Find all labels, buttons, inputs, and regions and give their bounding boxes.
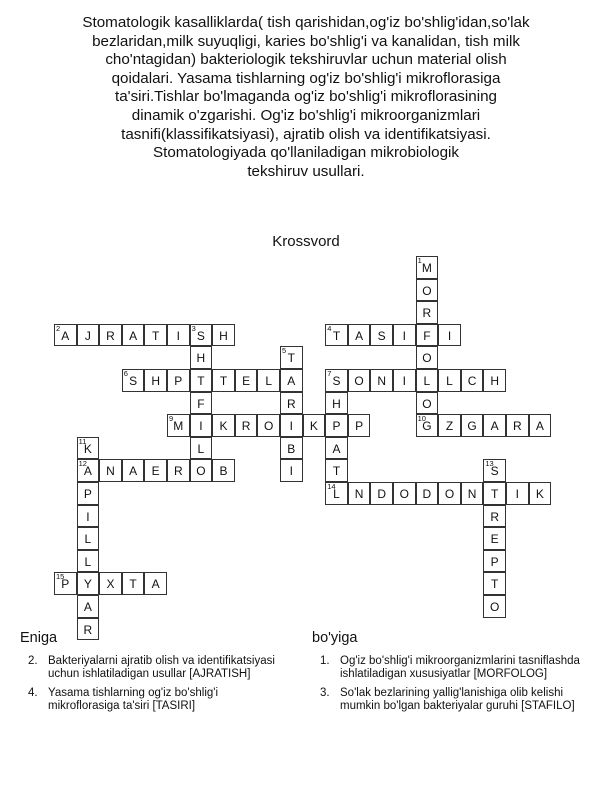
cell-letter: P <box>490 554 499 569</box>
cell-letter: Y <box>83 577 92 592</box>
crossword-cell[interactable] <box>257 414 280 437</box>
cell-letter: R <box>490 509 500 524</box>
crossword-cell[interactable] <box>370 482 393 505</box>
crossword-cell[interactable] <box>190 369 213 392</box>
cell-letter: A <box>332 441 341 456</box>
cell-letter: H <box>196 351 206 366</box>
cell-letter: L <box>333 487 340 501</box>
cell-letter: O <box>264 419 274 434</box>
crossword-cell[interactable] <box>280 369 303 392</box>
cell-letter: T <box>219 374 228 388</box>
cell-letter: H <box>219 328 228 343</box>
cell-letter: S <box>490 464 499 479</box>
cell-letter: B <box>219 464 228 479</box>
cell-letter: R <box>286 396 296 411</box>
crossword-cell[interactable] <box>54 572 77 595</box>
cell-letter: I <box>86 509 90 524</box>
cell-letter: T <box>491 577 499 592</box>
crossword-cell[interactable] <box>506 482 529 505</box>
crossword-cell[interactable] <box>77 324 100 347</box>
cell-letter: O <box>354 374 364 388</box>
crossword-cell[interactable] <box>77 527 100 550</box>
cell-letter: O <box>196 464 206 479</box>
cell-letter: E <box>490 532 499 547</box>
crossword-cell[interactable] <box>483 572 506 595</box>
title-line: Stomatologik kasalliklarda( tish qarishidan,og'iz bo'shlig'idan,so'lak <box>82 14 530 31</box>
cell-letter: G <box>422 419 432 434</box>
cell-letter: R <box>512 419 522 434</box>
crossword-cell[interactable] <box>325 369 348 392</box>
crossword-cell[interactable] <box>303 414 326 437</box>
across-heading: Eniga <box>20 630 58 646</box>
cell-letter: N <box>377 374 387 388</box>
title-line: Stomatologiyada qo'llaniladigan mikrobiologik <box>153 144 459 162</box>
crossword-cell[interactable] <box>190 437 213 460</box>
cell-letter: K <box>219 419 228 434</box>
cell-letter: P <box>174 374 183 388</box>
down-heading: bo'yiga <box>312 630 358 646</box>
cell-number: 10 <box>417 414 426 424</box>
cell-letter: R <box>106 328 115 343</box>
crossword-cell[interactable] <box>77 505 100 528</box>
clue-item <box>28 655 278 680</box>
cell-letter: T <box>197 374 205 388</box>
crossword-cell[interactable] <box>77 437 100 460</box>
crossword-cell[interactable] <box>416 279 439 302</box>
cell-letter: T <box>332 328 341 343</box>
cell-letter: E <box>151 464 160 479</box>
cell-letter: A <box>129 464 138 479</box>
crossword-cell[interactable] <box>393 324 416 347</box>
crossword-cell[interactable] <box>122 324 145 347</box>
crossword-cell[interactable] <box>99 459 122 482</box>
cell-number: 5 <box>282 346 287 356</box>
title-line: ta'siri.Tishlar bo'lmaganda og'iz bo'shlig'i mikroflorasining <box>115 88 497 106</box>
crossword-cell[interactable] <box>235 369 258 392</box>
cell-number: 7 <box>327 369 332 378</box>
cell-letter: L <box>197 441 205 456</box>
crossword-cell[interactable] <box>325 392 348 415</box>
title-line: cho'ntagidan) bakteriologik tekshiruvlar uchun material olish <box>105 51 507 69</box>
crossword-cell[interactable] <box>122 459 145 482</box>
crossword-cell[interactable] <box>438 482 461 505</box>
crossword-cell[interactable] <box>370 369 393 392</box>
crossword-cell[interactable] <box>77 618 100 641</box>
cell-letter: A <box>83 464 92 479</box>
cell-letter: I <box>199 419 203 434</box>
crossword-cell[interactable] <box>77 595 100 618</box>
crossword-cell[interactable] <box>190 324 213 347</box>
cell-letter: T <box>332 464 341 479</box>
crossword-cell[interactable] <box>416 414 439 437</box>
cell-letter: T <box>152 328 160 343</box>
crossword-cell[interactable] <box>461 414 484 437</box>
cell-letter: I <box>402 328 406 343</box>
cell-number: 11 <box>78 436 87 446</box>
cell-letter: E <box>242 374 251 388</box>
cell-number: 3 <box>191 323 196 333</box>
cell-letter: L <box>84 554 92 569</box>
crossword-cell[interactable] <box>190 459 213 482</box>
crossword-cell[interactable] <box>348 482 371 505</box>
crossword-cell[interactable] <box>325 324 348 347</box>
crossword-cell[interactable] <box>144 369 167 392</box>
crossword-cell[interactable] <box>393 369 416 392</box>
crossword-cell[interactable] <box>483 505 506 528</box>
cell-letter: H <box>151 374 161 388</box>
cell-letter: A <box>535 419 544 434</box>
crossword-cell[interactable] <box>483 550 506 573</box>
cell-letter: P <box>332 419 341 434</box>
crossword-cell[interactable] <box>325 459 348 482</box>
clue-item <box>28 687 278 712</box>
cell-letter: R <box>173 464 183 479</box>
crossword-cell[interactable] <box>144 572 167 595</box>
across-clues-list <box>28 655 278 719</box>
crossword-cell[interactable] <box>325 482 348 505</box>
cell-letter: S <box>332 374 341 388</box>
crossword-cell[interactable] <box>167 459 190 482</box>
cell-letter: G <box>467 419 477 434</box>
crossword-cell[interactable] <box>416 482 439 505</box>
crossword-cell[interactable] <box>235 414 258 437</box>
crossword-cell[interactable] <box>325 414 348 437</box>
cell-letter: O <box>422 351 432 366</box>
cell-letter: I <box>515 487 519 501</box>
crossword-cell[interactable] <box>122 369 145 392</box>
cell-number: 9 <box>169 414 174 424</box>
clue-text: Og'iz bo'shlig'i mikroorganizmlarini tasniflashda ishlatiladigan xususiyatlar [MORFOLOG] <box>340 655 580 680</box>
crossword-cell[interactable] <box>167 414 190 437</box>
cell-letter: F <box>197 396 205 411</box>
cell-letter: T <box>491 487 499 501</box>
crossword-cell[interactable] <box>77 550 100 573</box>
cell-letter: L <box>446 374 453 388</box>
clue-number: 3. <box>320 687 330 700</box>
cell-letter: B <box>287 441 296 456</box>
crossword-cell[interactable] <box>416 369 439 392</box>
cell-letter: N <box>467 487 477 501</box>
crossword-cell[interactable] <box>167 324 190 347</box>
cell-letter: O <box>422 396 432 411</box>
crossword-cell[interactable] <box>483 369 506 392</box>
cell-letter: T <box>129 577 137 592</box>
crossword-cell[interactable] <box>416 301 439 324</box>
title-line: qoidalari. Yasama tishlarning og'iz bo'shlig'i mikroflorasiga <box>111 69 501 87</box>
down-clues-list <box>320 655 590 719</box>
cell-letter: C <box>467 374 477 388</box>
cell-letter: A <box>83 600 92 614</box>
clue-number: 4. <box>28 687 38 700</box>
crossword-cell[interactable] <box>190 346 213 369</box>
crossword-cell[interactable] <box>348 369 371 392</box>
crossword-cell[interactable] <box>529 482 552 505</box>
crossword-cell[interactable] <box>483 482 506 505</box>
crossword-cell[interactable] <box>506 414 529 437</box>
crossword-cell[interactable] <box>416 324 439 347</box>
crossword-cell[interactable] <box>416 256 439 279</box>
crossword-cell[interactable] <box>325 437 348 460</box>
cell-letter: N <box>106 464 115 479</box>
cell-letter: N <box>354 487 364 501</box>
crossword-cell[interactable] <box>280 437 303 460</box>
cell-letter: R <box>241 419 251 434</box>
crossword-cell[interactable] <box>212 459 235 482</box>
cell-letter: A <box>151 577 160 592</box>
cell-letter: H <box>490 374 500 388</box>
cell-letter: A <box>490 419 499 434</box>
crossword-cell[interactable] <box>438 369 461 392</box>
cell-letter: S <box>196 328 205 343</box>
crossword-cell[interactable] <box>212 324 235 347</box>
crossword-cell[interactable] <box>280 459 303 482</box>
cell-letter: L <box>423 374 431 388</box>
crossword-cell[interactable] <box>438 414 461 437</box>
crossword-cell[interactable] <box>370 324 393 347</box>
clue-text: Bakteriyalarni ajratib olish va identifikatsiyasi uchun ishlatiladigan usullar [AJRATISH] <box>48 655 275 680</box>
cell-letter: A <box>355 328 364 343</box>
clue-item <box>320 655 590 680</box>
crossword-cell[interactable] <box>144 459 167 482</box>
crossword-cell[interactable] <box>77 482 100 505</box>
crossword-cell[interactable] <box>393 482 416 505</box>
crossword-cell[interactable] <box>461 369 484 392</box>
crossword-heading: Krossvord <box>272 233 340 250</box>
cell-letter: M <box>173 419 184 434</box>
clue-item <box>320 687 590 712</box>
cell-letter: P <box>355 419 364 434</box>
cell-letter: A <box>287 374 296 388</box>
crossword-cell[interactable] <box>461 482 484 505</box>
cell-letter: K <box>83 441 92 456</box>
cell-letter: L <box>84 532 92 547</box>
cell-number: 4 <box>327 323 332 333</box>
cell-letter: A <box>129 328 138 343</box>
title-line: tasnifi(klassifikatsiyasi), ajratib olish va identifikatsiyasi. <box>121 125 491 143</box>
clue-number: 1. <box>320 655 330 667</box>
title-line: dinamik o'zgarishi. Og'iz bo'shlig'i mikroorganizmlari <box>131 106 481 124</box>
crossword-cell[interactable] <box>348 414 371 437</box>
cell-letter: A <box>61 328 70 343</box>
cell-letter: Z <box>445 419 454 434</box>
cell-number: 12 <box>78 459 87 469</box>
crossword-cell[interactable] <box>483 595 506 618</box>
cell-letter: P <box>61 577 70 592</box>
cell-letter: I <box>289 464 293 479</box>
cell-letter: M <box>421 261 432 275</box>
crossword-cell[interactable] <box>280 346 303 369</box>
cell-letter: X <box>106 577 115 592</box>
cell-letter: T <box>287 351 295 366</box>
cell-letter: P <box>83 487 92 501</box>
crossword-cell[interactable] <box>99 324 122 347</box>
cell-number: 15 <box>56 572 65 582</box>
cell-letter: R <box>422 306 432 321</box>
cell-letter: H <box>332 396 341 411</box>
cell-number: 1 <box>417 256 422 265</box>
crossword-cell[interactable] <box>416 346 439 369</box>
cell-letter: D <box>377 487 387 501</box>
cell-letter: S <box>377 328 386 343</box>
crossword-cell[interactable] <box>144 324 167 347</box>
clue-number: 2. <box>28 655 38 667</box>
cell-letter: L <box>265 374 273 388</box>
crossword-cell[interactable] <box>54 324 77 347</box>
title-line: tekshiruv usullari. <box>247 162 365 180</box>
crossword-cell[interactable] <box>99 572 122 595</box>
cell-letter: J <box>84 328 91 343</box>
cell-letter: R <box>83 622 93 637</box>
crossword-cell[interactable] <box>77 459 100 482</box>
cell-letter: F <box>423 328 431 343</box>
cell-number: 14 <box>327 482 336 491</box>
cell-number: 13 <box>485 459 494 469</box>
cell-letter: I <box>289 419 293 434</box>
crossword-cell[interactable] <box>122 572 145 595</box>
cell-letter: K <box>535 487 544 501</box>
crossword-cell[interactable] <box>348 324 371 347</box>
crossword-cell[interactable] <box>257 369 280 392</box>
cell-letter: O <box>444 487 455 501</box>
clue-text: Yasama tishlarning og'iz bo'shlig'i mikroflorasiga ta'siri [TASIRI] <box>48 687 219 712</box>
crossword-cell[interactable] <box>280 414 303 437</box>
clue-text: So'lak bezlarining yallig'lanishiga olib kelishi mumkin bo'lgan bakteriyalar guruhi [STAFILO] <box>340 687 575 712</box>
crossword-cell[interactable] <box>483 459 506 482</box>
crossword-cell[interactable] <box>483 527 506 550</box>
title-line: bezlaridan,milk suyuqligi, karies bo'shlig'i va kanalidan, tish milk <box>92 32 520 50</box>
crossword-cell[interactable] <box>529 414 552 437</box>
cell-number: 2 <box>56 323 61 333</box>
cell-letter: I <box>402 374 406 388</box>
crossword-cell[interactable] <box>483 414 506 437</box>
crossword-cell[interactable] <box>438 324 461 347</box>
crossword-cell[interactable] <box>190 392 213 415</box>
crossword-cell[interactable] <box>167 369 190 392</box>
crossword-cell[interactable] <box>280 392 303 415</box>
cell-letter: I <box>176 328 180 343</box>
cell-letter: D <box>422 487 432 501</box>
crossword-cell[interactable] <box>212 414 235 437</box>
cell-letter: K <box>309 419 318 434</box>
cell-letter: O <box>399 487 409 501</box>
cell-letter: S <box>129 374 138 388</box>
crossword-cell[interactable] <box>416 392 439 415</box>
crossword-cell[interactable] <box>212 369 235 392</box>
crossword-cell[interactable] <box>190 414 213 437</box>
cell-number: 6 <box>123 369 128 378</box>
crossword-cell[interactable] <box>77 572 100 595</box>
cell-letter: O <box>422 283 432 298</box>
cell-letter: I <box>447 328 452 343</box>
cell-letter: O <box>490 600 500 614</box>
